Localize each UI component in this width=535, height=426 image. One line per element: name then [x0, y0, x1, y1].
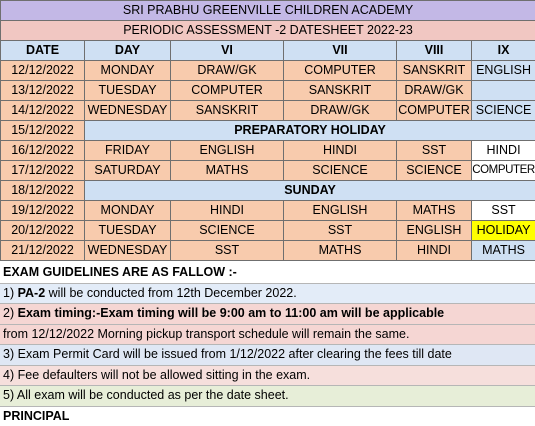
principal-signature: PRINCIPAL [0, 407, 535, 426]
guideline-text: Fee defaulters will not be allowed sitting in the exam. [18, 368, 311, 382]
ix-cell: MATHS [472, 241, 535, 261]
guideline-text: All exam will be conducted as per the date sheet. [17, 388, 289, 402]
vi-cell: HINDI [171, 201, 284, 221]
vii-cell: ENGLISH [284, 201, 397, 221]
guideline-number: 3) [3, 347, 14, 361]
ix-cell: ENGLISH [472, 61, 535, 81]
guideline-5 [0, 386, 535, 407]
ix-cell [472, 81, 535, 101]
guideline-bold-text: PA-2 [18, 286, 46, 300]
day-cell: TUESDAY [85, 221, 171, 241]
sunday-cell: SUNDAY [85, 181, 535, 201]
date-cell: 21/12/2022 [1, 241, 85, 261]
vi-cell: SCIENCE [171, 221, 284, 241]
header-date: DATE [1, 41, 85, 61]
table-row [1, 181, 535, 201]
vii-cell: SANSKRIT [284, 81, 397, 101]
guideline-2 [0, 304, 535, 325]
guideline-number: 4) [3, 368, 14, 382]
guideline-number: 2) [3, 306, 14, 320]
vi-cell: ENGLISH [171, 141, 284, 161]
table-row [1, 81, 535, 101]
table-row [1, 121, 535, 141]
header-day: DAY [85, 41, 171, 61]
date-cell: 12/12/2022 [1, 61, 85, 81]
vii-cell: SST [284, 221, 397, 241]
table-row [1, 201, 535, 221]
guideline-2-continued: from 12/12/2022 Morning pickup transport schedule will remain the same. [0, 325, 535, 346]
viii-cell: SCIENCE [397, 161, 472, 181]
exam-guidelines [0, 263, 535, 426]
viii-cell: COMPUTER [397, 101, 472, 121]
ix-cell: SST [472, 201, 535, 221]
vi-cell: SANSKRIT [171, 101, 284, 121]
day-cell: SATURDAY [85, 161, 171, 181]
guideline-number: 5) [3, 388, 14, 402]
viii-cell: MATHS [397, 201, 472, 221]
title-row [1, 1, 535, 21]
table-row [1, 141, 535, 161]
vi-cell: DRAW/GK [171, 61, 284, 81]
viii-cell: SANSKRIT [397, 61, 472, 81]
guideline-number: 1) [3, 286, 14, 300]
viii-cell: HINDI [397, 241, 472, 261]
vii-cell: SCIENCE [284, 161, 397, 181]
vi-cell: COMPUTER [171, 81, 284, 101]
date-cell: 17/12/2022 [1, 161, 85, 181]
guideline-4 [0, 366, 535, 387]
table-row [1, 241, 535, 261]
table-row [1, 101, 535, 121]
sheet-title: PERIODIC ASSESSMENT -2 DATESHEET 2022-23 [1, 21, 535, 41]
day-cell: MONDAY [85, 201, 171, 221]
viii-cell: DRAW/GK [397, 81, 472, 101]
vii-cell: HINDI [284, 141, 397, 161]
guideline-text: will be conducted from 12th December 2022. [45, 286, 297, 300]
ix-cell: SCIENCE [472, 101, 535, 121]
date-cell: 18/12/2022 [1, 181, 85, 201]
day-cell: WEDNESDAY [85, 101, 171, 121]
header-row [1, 41, 535, 61]
viii-cell: SST [397, 141, 472, 161]
vi-cell: SST [171, 241, 284, 261]
day-cell: TUESDAY [85, 81, 171, 101]
date-cell: 14/12/2022 [1, 101, 85, 121]
date-cell: 20/12/2022 [1, 221, 85, 241]
guidelines-heading: EXAM GUIDELINES ARE AS FALLOW :- [0, 263, 535, 284]
guideline-bold-text: Exam timing:-Exam timing will be 9:00 am to 11:00 am will be applicable [18, 306, 445, 320]
viii-cell: ENGLISH [397, 221, 472, 241]
date-cell: 19/12/2022 [1, 201, 85, 221]
vii-cell: MATHS [284, 241, 397, 261]
header-vi: VI [171, 41, 284, 61]
day-cell: FRIDAY [85, 141, 171, 161]
school-name: SRI PRABHU GREENVILLE CHILDREN ACADEMY [1, 1, 535, 21]
ix-cell: HINDI [472, 141, 535, 161]
ix-cell: COMPUTER [472, 161, 535, 181]
table-row [1, 61, 535, 81]
table-row [1, 161, 535, 181]
header-ix: IX [472, 41, 535, 61]
ix-cell-holiday: HOLIDAY [472, 221, 535, 241]
day-cell: WEDNESDAY [85, 241, 171, 261]
guideline-3 [0, 345, 535, 366]
date-cell: 16/12/2022 [1, 141, 85, 161]
vii-cell: COMPUTER [284, 61, 397, 81]
guideline-text: Exam Permit Card will be issued from 1/12/2022 after clearing the fees till date [18, 347, 452, 361]
day-cell: MONDAY [85, 61, 171, 81]
vii-cell: DRAW/GK [284, 101, 397, 121]
vi-cell: MATHS [171, 161, 284, 181]
date-cell: 15/12/2022 [1, 121, 85, 141]
header-vii: VII [284, 41, 397, 61]
holiday-cell: PREPARATORY HOLIDAY [85, 121, 535, 141]
subtitle-row [1, 21, 535, 41]
table-row [1, 221, 535, 241]
header-viii: VIII [397, 41, 472, 61]
date-cell: 13/12/2022 [1, 81, 85, 101]
guideline-1 [0, 284, 535, 305]
